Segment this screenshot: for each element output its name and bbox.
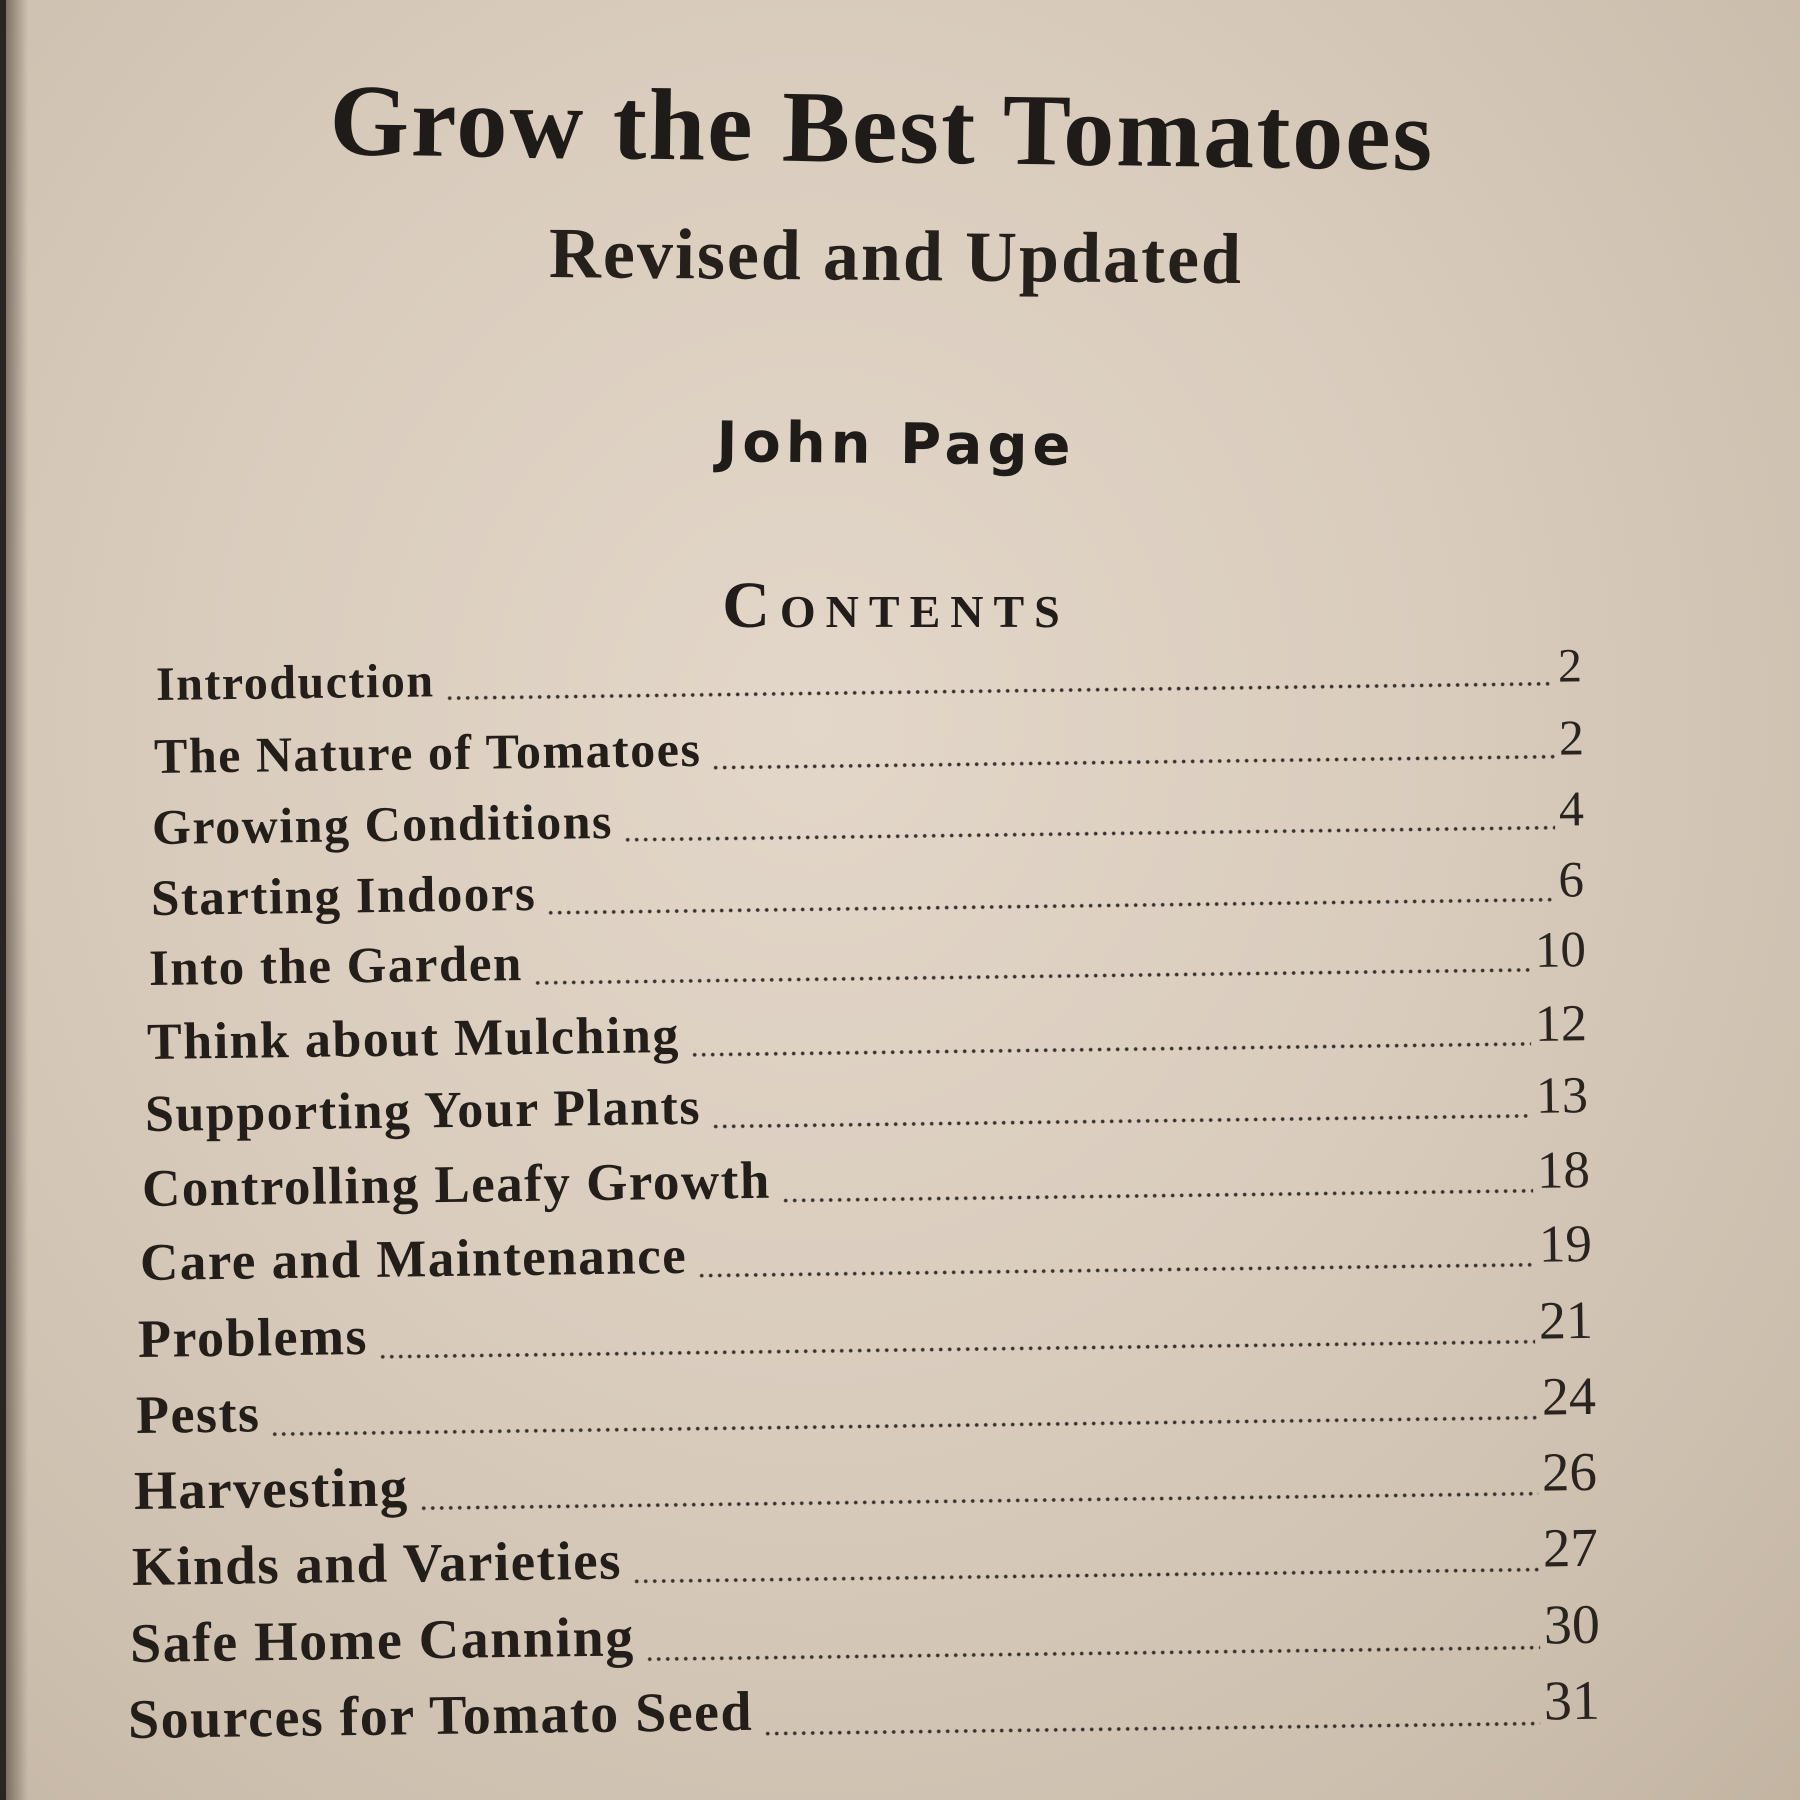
toc-entry bbox=[138, 1289, 1594, 1370]
toc-entry-page: 21 bbox=[1538, 1289, 1594, 1351]
toc-entry-page: 27 bbox=[1542, 1516, 1599, 1579]
toc-entry-title: Think about Mulching bbox=[146, 1007, 681, 1071]
toc-entry bbox=[147, 994, 1588, 1072]
toc-entry-page: 24 bbox=[1541, 1365, 1597, 1427]
dot-leader bbox=[763, 1720, 1540, 1738]
toc-entry-title: Into the Garden bbox=[148, 936, 524, 997]
dot-leader bbox=[711, 1112, 1532, 1131]
toc-entry bbox=[136, 1365, 1597, 1446]
toc-entry-title: Controlling Leafy Growth bbox=[141, 1151, 772, 1218]
toc-entry bbox=[149, 921, 1587, 998]
toc-entry bbox=[152, 779, 1585, 856]
toc-entry-title: Care and Maintenance bbox=[139, 1226, 688, 1292]
contents-heading: Contents bbox=[722, 569, 1070, 642]
toc-entry bbox=[145, 1066, 1589, 1144]
toc-entry-page: 26 bbox=[1541, 1440, 1598, 1503]
dot-leader bbox=[378, 1338, 1535, 1361]
toc-entry bbox=[140, 1214, 1593, 1293]
dot-leader bbox=[546, 896, 1554, 917]
toc-entry bbox=[128, 1669, 1601, 1752]
toc-entry-page: 13 bbox=[1535, 1067, 1589, 1125]
dot-leader bbox=[697, 1261, 1535, 1280]
toc-entry-page: 31 bbox=[1543, 1669, 1601, 1733]
toc-entry-title: Harvesting bbox=[133, 1456, 410, 1521]
toc-entry-title: The Nature of Tomatoes bbox=[153, 720, 702, 784]
toc-entry bbox=[154, 708, 1585, 785]
dot-leader bbox=[632, 1566, 1539, 1586]
toc-entry-title: Starting Indoors bbox=[150, 865, 537, 927]
toc-entry-page: 19 bbox=[1538, 1214, 1593, 1274]
toc-entry-title: Problems bbox=[137, 1305, 369, 1369]
toc-entry bbox=[142, 1140, 1591, 1219]
toc-entry-page: 2 bbox=[1558, 709, 1585, 766]
toc-entry bbox=[151, 851, 1585, 928]
book-subtitle: Revised and Updated bbox=[548, 212, 1244, 300]
toc-entry-title: Pests bbox=[135, 1383, 261, 1445]
toc-entry-page: 30 bbox=[1543, 1593, 1601, 1657]
dot-leader bbox=[623, 824, 1555, 844]
toc-entry-title: Growing Conditions bbox=[151, 792, 614, 855]
dot-leader bbox=[690, 1040, 1531, 1059]
dot-leader bbox=[271, 1414, 1539, 1439]
dot-leader bbox=[533, 966, 1531, 987]
toc-entry-page: 12 bbox=[1534, 995, 1588, 1053]
book-page bbox=[6, 0, 1800, 1800]
toc-entry-title: Safe Home Canning bbox=[129, 1606, 636, 1675]
dot-leader bbox=[445, 680, 1554, 703]
toc-entry bbox=[134, 1440, 1598, 1522]
toc-entry-title: Supporting Your Plants bbox=[144, 1078, 702, 1143]
book-title: Grow the Best Tomatoes bbox=[328, 64, 1436, 193]
dot-leader bbox=[781, 1187, 1533, 1205]
dot-leader bbox=[712, 753, 1556, 772]
table-of-contents bbox=[6, 0, 1800, 1800]
toc-entry-page: 18 bbox=[1536, 1141, 1591, 1200]
toc-entry bbox=[156, 638, 1583, 712]
toc-entry bbox=[130, 1593, 1601, 1676]
toc-entry-title: Sources for Tomato Seed bbox=[127, 1680, 754, 1751]
dot-leader bbox=[645, 1644, 1540, 1664]
toc-entry-page: 2 bbox=[1557, 639, 1583, 693]
toc-entry-page: 6 bbox=[1558, 852, 1585, 909]
toc-entry-page: 4 bbox=[1558, 780, 1585, 837]
toc-entry bbox=[132, 1516, 1599, 1598]
toc-entry-title: Kinds and Varieties bbox=[131, 1529, 623, 1597]
toc-entry-title: Introduction bbox=[155, 654, 435, 711]
toc-entry-page: 10 bbox=[1534, 922, 1587, 979]
book-author: John Page bbox=[716, 410, 1076, 479]
dot-leader bbox=[419, 1490, 1538, 1513]
